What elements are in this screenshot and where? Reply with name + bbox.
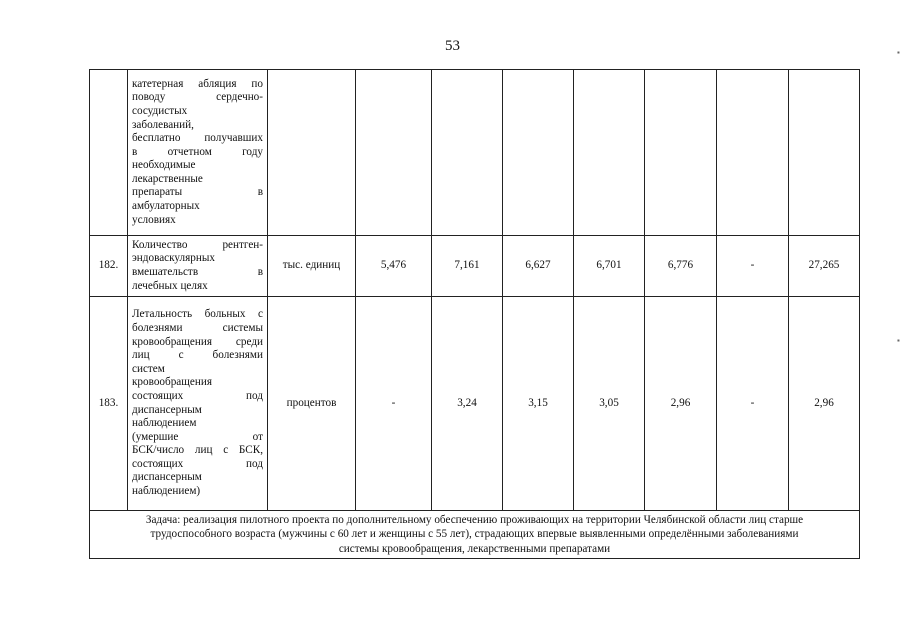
indicator-line: лекарственные	[132, 172, 203, 185]
row-number	[90, 70, 128, 236]
value-cell: 6,627	[503, 236, 574, 297]
indicator-line: (умершие от	[132, 430, 263, 443]
value-cell: 7,161	[432, 236, 503, 297]
task-line: Задача: реализация пилотного проекта по дополнительному обеспечению проживающих на территории Челябинской области лиц старше	[145, 513, 804, 526]
indicator-line: наблюдением)	[132, 485, 201, 498]
row-number: 183.	[90, 297, 128, 511]
unit-cell	[268, 70, 356, 236]
indicator-line: состоящих под	[132, 389, 263, 402]
scan-mark: ▪	[897, 48, 900, 57]
value-cell: -	[717, 236, 789, 297]
task-line: системы кровообращения, лекарственными препаратами	[338, 542, 611, 555]
indicator-line: лиц с болезнями	[132, 349, 263, 362]
value-cell	[789, 70, 860, 236]
value-cell	[356, 70, 432, 236]
indicator-line: поводу сердечно-	[132, 91, 263, 104]
unit-cell: процентов	[268, 297, 356, 511]
indicator-name	[128, 236, 268, 297]
indicator-line: систем	[132, 362, 165, 375]
value-cell	[645, 70, 717, 236]
value-cell: -	[356, 297, 432, 511]
indicator-name	[128, 297, 268, 511]
indicator-line: условиях	[132, 213, 176, 226]
indicator-line: БСК/число лиц с БСК,	[132, 444, 263, 457]
indicator-line: заболеваний,	[132, 118, 194, 131]
value-cell	[574, 70, 645, 236]
indicator-line: состоящих под	[132, 457, 263, 470]
indicator-line: бесплатно получавших	[132, 132, 263, 145]
table-row	[90, 297, 860, 511]
indicator-line: эндоваскулярных	[132, 252, 215, 265]
scan-mark: ▪	[897, 336, 900, 345]
value-cell: 6,701	[574, 236, 645, 297]
value-cell: 6,776	[645, 236, 717, 297]
indicator-line: наблюдением	[132, 417, 197, 430]
value-cell: 3,24	[432, 297, 503, 511]
indicator-line: лечебных целях	[132, 279, 208, 292]
task-line: трудоспособного возраста (мужчины с 60 лет и женщины с 55 лет), страдающих впервые выявленными определёнными заболеваниями	[150, 528, 799, 541]
unit-cell: тыс. единиц	[268, 236, 356, 297]
value-cell: -	[717, 297, 789, 511]
indicator-line: диспансерным	[132, 403, 202, 416]
task-row	[90, 511, 860, 559]
value-cell: 3,15	[503, 297, 574, 511]
indicator-name	[128, 70, 268, 236]
indicator-line: вмешательств в	[132, 266, 263, 278]
indicator-line: амбулаторных	[132, 200, 200, 213]
value-cell: 5,476	[356, 236, 432, 297]
table-row	[90, 70, 860, 236]
indicator-line: необходимые	[132, 159, 196, 172]
indicator-line: диспансерным	[132, 471, 202, 484]
value-cell	[503, 70, 574, 236]
indicator-line: кровообращения	[132, 376, 212, 389]
indicator-line: в отчетном году	[132, 145, 263, 158]
page-number: 53	[445, 38, 460, 54]
task-cell	[90, 511, 860, 559]
indicators-table	[89, 69, 860, 559]
row-number: 182.	[90, 236, 128, 297]
indicator-line: Количество рентген-	[132, 238, 263, 251]
value-cell	[432, 70, 503, 236]
indicator-line: кровообращения среди	[132, 335, 263, 348]
table-row	[90, 236, 860, 297]
indicator-line: сосудистых	[132, 104, 188, 117]
indicator-line: болезнями системы	[132, 321, 263, 334]
indicator-line: препараты в	[132, 186, 263, 199]
indicator-line: Летальность больных с	[132, 308, 263, 321]
value-cell: 2,96	[645, 297, 717, 511]
value-cell	[717, 70, 789, 236]
value-cell: 3,05	[574, 297, 645, 511]
indicator-line: катетерная абляция по	[132, 77, 263, 90]
value-cell: 27,265	[789, 236, 860, 297]
value-cell: 2,96	[789, 297, 860, 511]
